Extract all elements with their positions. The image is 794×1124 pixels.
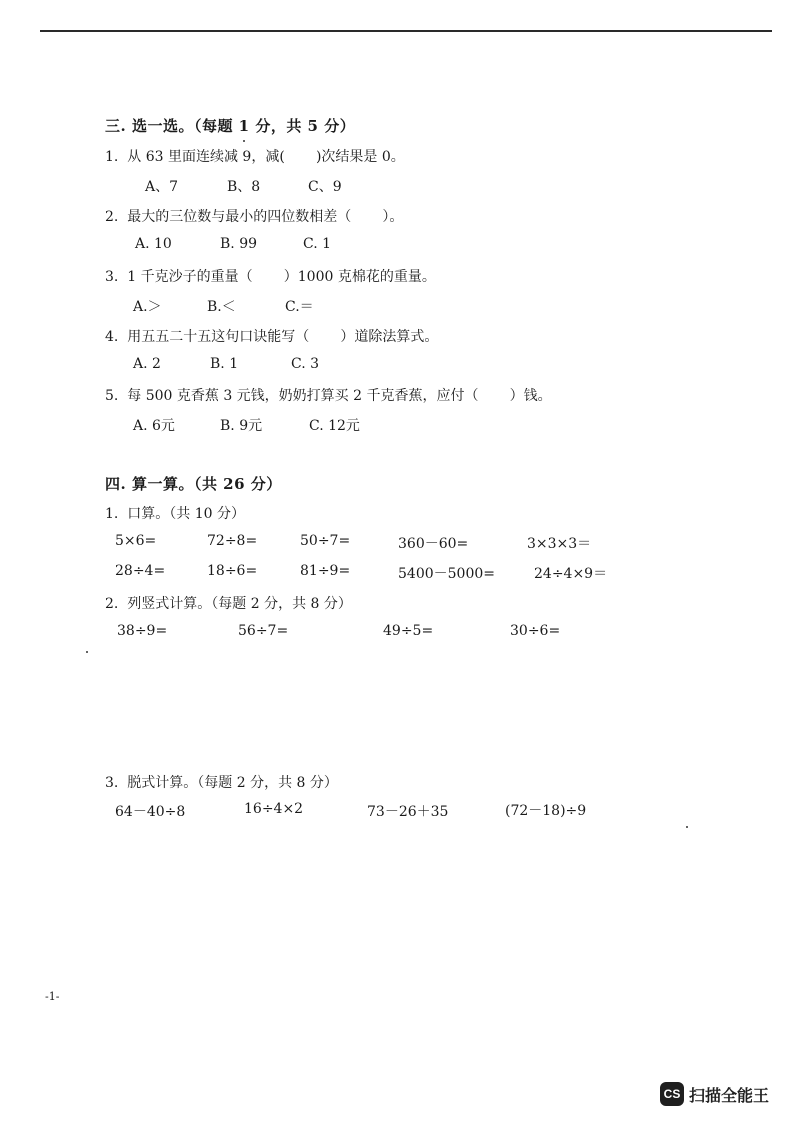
question-4-option-b: B. 1 [210,356,239,372]
question-5-option-c: C. 12元 [309,418,360,434]
question-4: 4. 用五五二十五这句口诀能写（ ）道除法算式。 [105,329,439,345]
question-4-option-c: C. 3 [291,356,320,372]
camscanner-icon: CS [660,1082,684,1106]
question-3-option-b: B.＜ [207,299,236,315]
question-3-option-a: A.＞ [133,299,162,315]
question-2-option-c: C. 1 [303,236,332,252]
vertical-calc-item: 56÷7= [238,623,289,639]
vertical-calc-item: 49÷5= [383,623,434,639]
oral-calc-item: 72÷8= [207,533,258,549]
scan-speck [243,140,245,142]
section-3-title: 三. 选一选。（每题 1 分，共 5 分） [105,117,356,135]
question-1-option-c: C、9 [308,179,342,195]
oral-calc-item: 5400－5000= [398,566,495,582]
vertical-calc-item: 30÷6= [510,623,561,639]
question-2-option-a: A. 10 [135,236,172,252]
scan-speck [86,651,88,653]
oral-calc-title: 1. 口算。（共 10 分） [105,506,245,522]
oral-calc-item: 3×3×3＝ [527,536,592,552]
question-1-option-b: B、8 [227,179,261,195]
scanner-watermark [660,1082,769,1106]
question-5-option-a: A. 6元 [133,418,175,434]
question-2: 2. 最大的三位数与最小的四位数相差（ ）。 [105,209,404,225]
step-calc-title: 3. 脱式计算。（每题 2 分，共 8 分） [105,775,338,791]
section-4-title: 四. 算一算。（共 26 分） [105,475,282,493]
question-2-option-b: B. 99 [220,236,258,252]
oral-calc-item: 18÷6= [207,563,258,579]
step-calc-item: (72－18)÷9 [505,803,587,819]
watermark-text: 扫描全能王 [689,1085,770,1105]
step-calc-item: 73－26＋35 [367,804,449,820]
step-calc-item: 64－40÷8 [115,804,186,820]
oral-calc-item: 360－60= [398,536,469,552]
question-4-option-a: A. 2 [133,356,161,372]
question-5-option-b: B. 9元 [220,418,263,434]
vertical-calc-title: 2. 列竖式计算。（每题 2 分，共 8 分） [105,596,352,612]
question-3: 3. 1 千克沙子的重量（ ）1000 克棉花的重量。 [105,269,436,285]
page-number: -1- [45,990,60,1003]
question-5: 5. 每 500 克香蕉 3 元钱，奶奶打算买 2 千克香蕉，应付（ ）钱。 [105,388,552,404]
oral-calc-item: 24÷4×9＝ [534,566,608,582]
oral-calc-item: 81÷9= [300,563,351,579]
oral-calc-item: 5×6= [115,533,157,549]
question-3-option-c: C.＝ [285,299,314,315]
top-rule [40,30,772,32]
step-calc-item: 16÷4×2 [244,801,304,817]
vertical-calc-item: 38÷9= [117,623,168,639]
oral-calc-item: 28÷4= [115,563,166,579]
question-1: 1. 从 63 里面连续减 9，减( )次结果是 0。 [105,149,405,165]
scan-speck [686,826,688,828]
oral-calc-item: 50÷7= [300,533,351,549]
question-1-option-a: A、7 [145,179,179,195]
